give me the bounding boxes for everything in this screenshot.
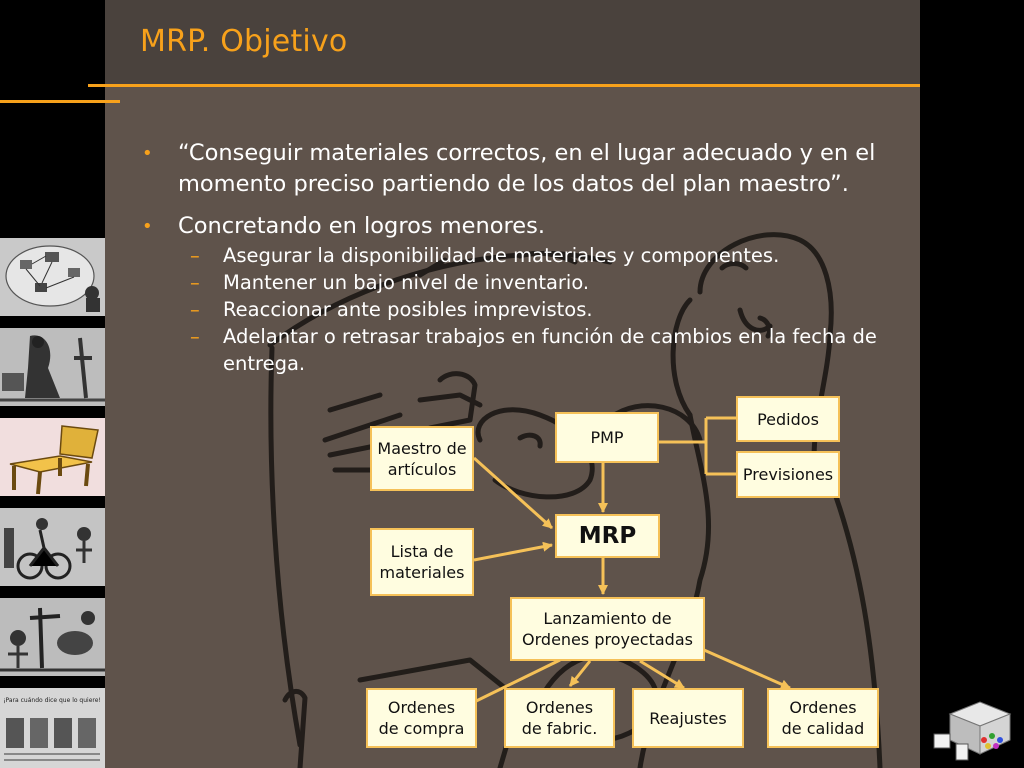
thumbnail-machinery [0,328,105,406]
bullet-text: Concretando en logros menores. [178,213,545,239]
network-cube-icon [930,696,1016,766]
sub-bullet-text: Adelantar o retrasar trabajos en función de cambios en la fecha de entrega. [223,325,877,375]
sub-bullet-text: Mantener un bajo nivel de inventario. [223,271,590,294]
thumbnail-factory [0,598,105,676]
title-underline [88,84,920,87]
left-accent-rule [0,100,120,103]
network-sketch-icon [0,238,105,316]
sub-bullet-item [140,269,910,296]
dash-marker: – [190,298,200,321]
sub-bullet-text: Reaccionar ante posibles imprevistos. [223,298,593,321]
sub-bullet-item [140,323,903,377]
node-pedidos: Pedidos [736,396,840,442]
thumbnail-chair [0,418,105,496]
factory-sketch-icon [0,598,105,676]
bullet-marker: • [142,216,153,237]
node-mrp: MRP [555,514,660,558]
dash-marker: – [190,325,200,348]
node-ordenes-compra: Ordenes de compra [366,688,477,748]
node-lanzamiento: Lanzamiento de Ordenes proyectadas [510,597,705,661]
thumbnail-workers [0,508,105,586]
slide-title: MRP. Objetivo [140,24,348,59]
dash-marker: – [190,271,200,294]
bullet-item [140,211,910,242]
bullet-text: “Conseguir materiales correctos, en el lugar adecuado y en el momento preciso partiendo de los datos del plan maestro”. [178,140,876,197]
workers-sketch-icon [0,508,105,586]
node-reajustes: Reajustes [632,688,744,748]
node-pmp: PMP [555,412,659,463]
sub-bullet-item [140,242,910,269]
node-previsiones: Previsiones [736,451,840,498]
node-ordenes-fabric: Ordenes de fabric. [504,688,615,748]
comic-strip-icon [0,688,105,768]
thumbnail-caption: ¡Para cuándo dice que lo quiere! [3,697,101,704]
bullet-list [140,138,910,377]
bullet-item [140,138,910,200]
machinery-sketch-icon [0,328,105,406]
sub-bullet-item [140,296,910,323]
bullet-marker: • [142,143,153,164]
thumbnail-network [0,238,105,316]
node-ordenes-calidad: Ordenes de calidad [767,688,879,748]
node-lista-materiales: Lista de materiales [370,528,474,596]
dash-marker: – [190,244,200,267]
chair-icon [0,418,105,496]
sub-bullet-text: Asegurar la disponibilidad de materiales y componentes. [223,244,780,267]
node-maestro-articulos: Maestro de artículos [370,426,474,491]
thumbnail-comic [0,688,105,768]
